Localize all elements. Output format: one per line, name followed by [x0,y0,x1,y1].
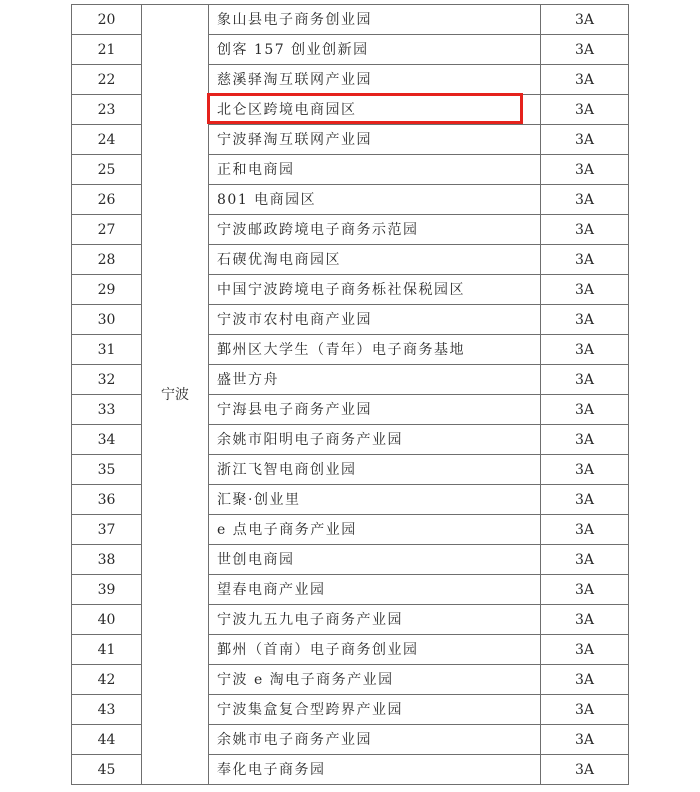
park-grade: 3A [541,455,629,485]
park-name: 浙江飞智电商创业园 [209,455,541,485]
park-name: 象山县电子商务创业园 [209,5,541,35]
table-row [72,5,629,35]
park-name: 创客 157 创业创新园 [209,35,541,65]
park-name: 慈溪驿淘互联网产业园 [209,65,541,95]
park-name: 鄞州区大学生（青年）电子商务基地 [209,335,541,365]
park-name: 宁波九五九电子商务产业园 [209,605,541,635]
row-number: 35 [72,455,142,485]
park-grade: 3A [541,65,629,95]
park-name: 汇聚·创业里 [209,485,541,515]
row-number: 25 [72,155,142,185]
park-grade: 3A [541,665,629,695]
row-number: 29 [72,275,142,305]
row-number: 24 [72,125,142,155]
park-grade: 3A [541,515,629,545]
park-name: 宁波 e 淘电子商务产业园 [209,665,541,695]
park-grade: 3A [541,95,629,125]
row-number: 40 [72,605,142,635]
row-number: 45 [72,755,142,785]
park-grade: 3A [541,245,629,275]
park-grade: 3A [541,395,629,425]
park-grade: 3A [541,695,629,725]
park-grade: 3A [541,485,629,515]
park-name: 中国宁波跨境电子商务栎社保税园区 [209,275,541,305]
row-number: 36 [72,485,142,515]
park-name: 正和电商园 [209,155,541,185]
park-grade: 3A [541,215,629,245]
park-name: 石碶优淘电商园区 [209,245,541,275]
park-name: 余姚市电子商务产业园 [209,725,541,755]
park-grade: 3A [541,725,629,755]
row-number: 31 [72,335,142,365]
park-name: 奉化电子商务园 [209,755,541,785]
park-grade: 3A [541,155,629,185]
row-number: 42 [72,665,142,695]
park-grade: 3A [541,5,629,35]
row-number: 33 [72,395,142,425]
row-number: 38 [72,545,142,575]
park-name: 宁海县电子商务产业园 [209,395,541,425]
row-number: 30 [72,305,142,335]
row-number: 44 [72,725,142,755]
row-number: 26 [72,185,142,215]
park-grade: 3A [541,365,629,395]
park-grade: 3A [541,575,629,605]
highlight-box [207,93,523,124]
row-number: 21 [72,35,142,65]
park-name: 宁波市农村电商产业园 [209,305,541,335]
city-cell: 宁波 [142,5,209,785]
park-name: 北仑区跨境电商园区 [209,95,541,125]
row-number: 34 [72,425,142,455]
park-grade: 3A [541,545,629,575]
park-grade: 3A [541,185,629,215]
row-number: 20 [72,5,142,35]
park-name: 望春电商产业园 [209,575,541,605]
park-name: 宁波邮政跨境电子商务示范园 [209,215,541,245]
park-name: 801 电商园区 [209,185,541,215]
row-number: 41 [72,635,142,665]
park-grade: 3A [541,335,629,365]
park-name: 宁波驿淘互联网产业园 [209,125,541,155]
row-number: 39 [72,575,142,605]
park-name: e 点电子商务产业园 [209,515,541,545]
park-name: 宁波集盒复合型跨界产业园 [209,695,541,725]
park-grade: 3A [541,635,629,665]
row-number: 27 [72,215,142,245]
park-name: 盛世方舟 [209,365,541,395]
park-grade: 3A [541,305,629,335]
park-grade: 3A [541,605,629,635]
row-number: 23 [72,95,142,125]
park-grade: 3A [541,755,629,785]
park-grade: 3A [541,35,629,65]
park-name: 余姚市阳明电子商务产业园 [209,425,541,455]
row-number: 22 [72,65,142,95]
park-grade: 3A [541,425,629,455]
park-name: 世创电商园 [209,545,541,575]
park-grade: 3A [541,125,629,155]
park-name: 鄞州（首南）电子商务创业园 [209,635,541,665]
row-number: 32 [72,365,142,395]
park-grade: 3A [541,275,629,305]
row-number: 43 [72,695,142,725]
row-number: 28 [72,245,142,275]
row-number: 37 [72,515,142,545]
